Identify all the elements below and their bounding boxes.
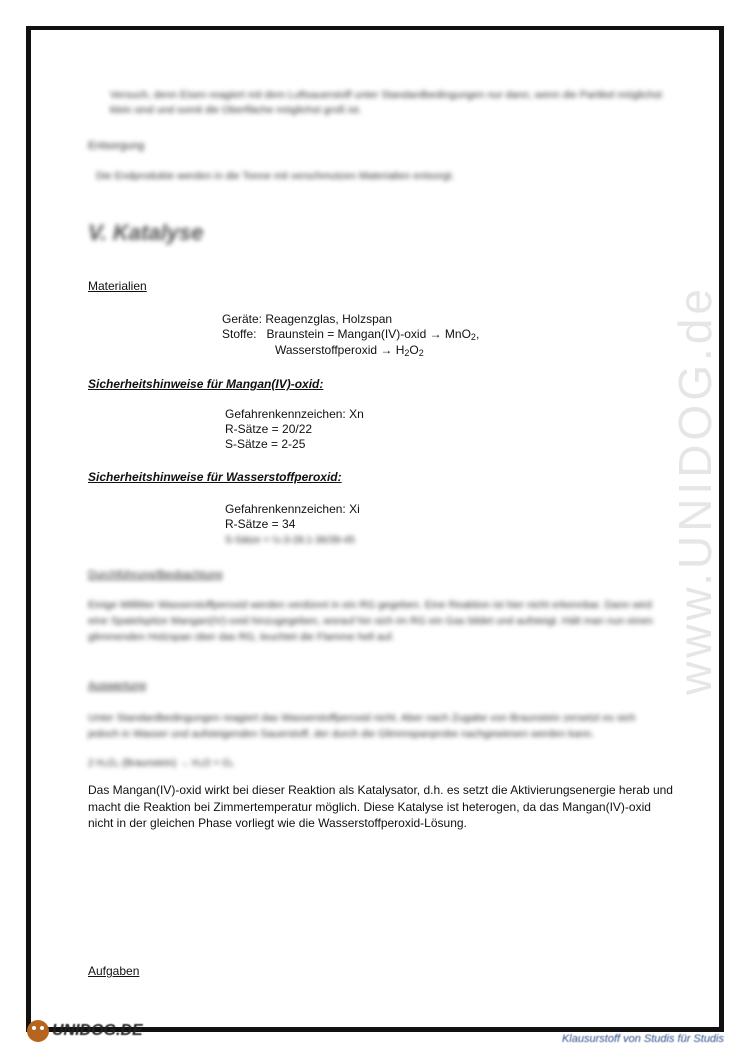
stoffe-comma: , (475, 327, 480, 341)
safety-h2o2-item: R-Sätze = 34 (225, 517, 296, 531)
safety-mn-item: R-Sätze = 20/22 (225, 422, 313, 436)
durchfuehrung-heading: Durchführung/Beobachtung (88, 569, 223, 581)
watermark: www.UNIDOG.de (669, 285, 722, 695)
section-title: V. Katalyse (88, 220, 204, 245)
safety-mn-heading: Sicherheitshinweise für Mangan(IV)-oxid: (88, 377, 324, 391)
intro-paragraph: Versuch, denn Eisen reagiert mit dem Luftsauerstoff unter Standardbedingungen nur dann, wenn die Partikel möglichst klein sind und somit die Oberfläche möglichst groß ist. (110, 89, 662, 116)
subscript: 2 (470, 332, 476, 342)
subscript: 2 (418, 348, 424, 358)
safety-mn-item: S-Sätze = 2-25 (225, 437, 306, 451)
dog-icon (27, 1020, 49, 1042)
auswertung-text: Unter Standardbedingungen reagiert das Wasserstoffperoxid nicht. Aber nach Zugabe von Braunstein zersetzt es sich jedoch in Wasser und aufsteigenden Sauerstoff, der durch die Glimmspanprobe nachgewiesen werden kann. (88, 712, 636, 740)
footer-slogan: Klausurstoff von Studis für Studis (561, 1033, 724, 1045)
entsorgung-heading: Entsorgung (88, 140, 145, 152)
aufgaben-heading: Aufgaben (88, 964, 140, 978)
stoffe-text-2-mid: O (409, 343, 419, 357)
entsorgung-text: Die Endprodukte werden in die Tonne mit verschmutzen Materialien entsorgt. (96, 170, 455, 182)
safety-mn-item: Gefahrenkennzeichen: Xn (225, 407, 364, 421)
reaction-equation: 2 H₂O₂ (Braunstein) → H₂O + O₂ (88, 758, 234, 769)
geraete-line: Geräte: Reagenzglas, Holzspan (222, 312, 393, 326)
auswertung-heading: Auswertung (88, 680, 147, 692)
durchfuehrung-text: Einige Milliliter Wasserstoffperoxid werden verdünnt in ein RG gegeben. Eine Reaktion ist hier nicht erkennbar. Dann wird eine Spatelspitze Mangan(IV)-oxid hinzugegeben, worauf hin sich im RG ein Gas bildet und aufsteigt. Hält man nun einen glimmenden Holzspan über das RG, leuchtet die Flamme hell auf. (88, 599, 653, 643)
katalyse-paragraph: Das Mangan(IV)-oxid wirkt bei dieser Reaktion als Katalysator, d.h. es setzt die Aktivierungsenergie herab und macht die Reaktion bei Zimmertemperatur möglich. Diese Katalyse ist heterogen, da das Mangan(IV)-oxid nicht in der gleichen Phase vorliegt wie die Wasserstoffperoxid-Lösung. (88, 783, 673, 830)
safety-h2o2-item: S-Sätze = ½-3-28.1-36/39-45 (225, 535, 355, 546)
safety-h2o2-item: Gefahrenkennzeichen: Xi (225, 502, 360, 516)
materialien-heading: Materialien (88, 279, 147, 293)
safety-h2o2-heading: Sicherheitshinweise für Wasserstoffperoxid: (88, 470, 342, 484)
stoffe-label: Stoffe: (222, 327, 257, 341)
stoffe-text-1: Braunstein = Mangan(IV)-oxid → MnO (266, 327, 471, 341)
stoffe-text-2: Wasserstoffperoxid → H (275, 343, 405, 357)
subscript: 2 (404, 348, 410, 358)
stoffe-line-2 (275, 342, 424, 362)
logo-text: UNIDOG.DE (52, 1022, 143, 1039)
